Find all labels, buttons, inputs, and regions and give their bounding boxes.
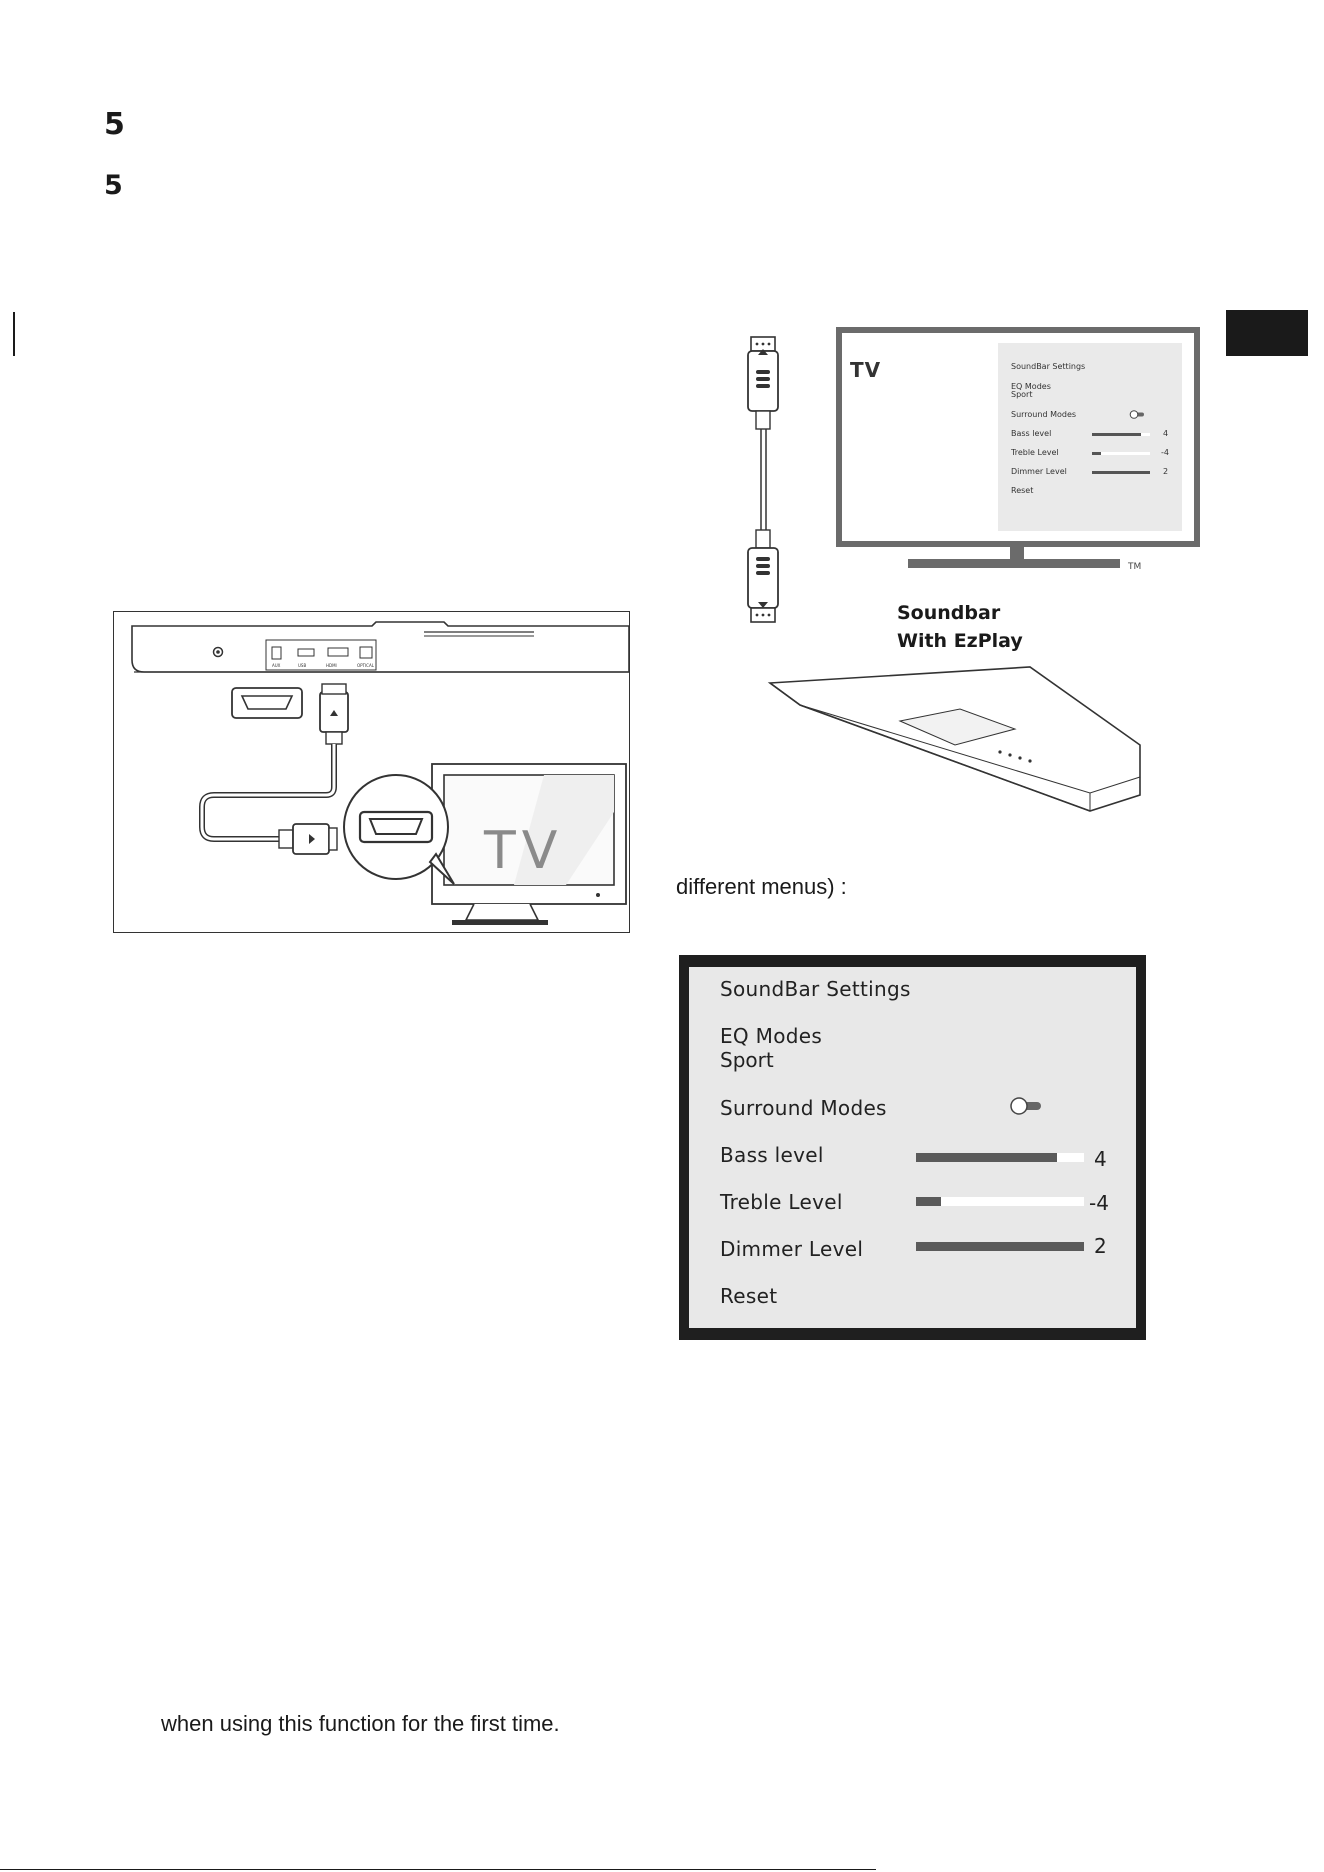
- bass-level-fill: [916, 1153, 1057, 1162]
- hdmi-connection-illustration: [114, 612, 629, 932]
- soundbar-label-line1: Soundbar: [897, 602, 1001, 624]
- ezplay-tv-figure: [740, 325, 1210, 845]
- first-time-caption: when using this function for the first time.: [161, 1711, 560, 1736]
- mini-menu-bass-label: Bass level: [1011, 429, 1052, 438]
- mini-treble-value: -4: [1161, 448, 1169, 457]
- svg-text:OPTICAL: OPTICAL: [357, 663, 374, 668]
- bass-level-label[interactable]: Bass level: [720, 1143, 824, 1167]
- reset-label[interactable]: Reset: [720, 1284, 778, 1308]
- chapter-tab-marker: [1226, 310, 1308, 356]
- mini-menu-treble-label: Treble Level: [1011, 448, 1059, 457]
- svg-text:HDMI: HDMI: [326, 663, 337, 668]
- margin-rule: [13, 312, 15, 356]
- mini-treble-bar: [1092, 452, 1150, 455]
- treble-level-bar[interactable]: [916, 1197, 1084, 1206]
- mini-menu-eq-label: EQ Modes: [1011, 382, 1051, 391]
- mini-menu-dimmer-label: Dimmer Level: [1011, 467, 1067, 476]
- treble-level-value: -4: [1089, 1191, 1109, 1215]
- treble-level-label[interactable]: Treble Level: [720, 1190, 843, 1214]
- surround-modes-label[interactable]: Surround Modes: [720, 1096, 887, 1120]
- soundbar-label-line2: With EzPlay: [897, 630, 1023, 652]
- ezplay-illustration: [740, 325, 1210, 845]
- mini-dimmer-bar: [1092, 471, 1150, 474]
- dimmer-level-label[interactable]: Dimmer Level: [720, 1237, 864, 1261]
- mini-surround-toggle-icon: [1129, 410, 1145, 419]
- mini-dimmer-value: 2: [1163, 467, 1169, 476]
- subsection-number-heading: 5: [104, 170, 123, 201]
- settings-menu-title: SoundBar Settings: [720, 977, 911, 1001]
- eq-modes-label[interactable]: EQ Modes: [720, 1024, 823, 1048]
- bass-level-bar[interactable]: [916, 1153, 1084, 1162]
- hdmi-connection-figure: [113, 611, 630, 933]
- settings-menu-panel: [689, 967, 1136, 1328]
- trademark-mark: TM: [1128, 562, 1142, 572]
- tv-label-text-right: TV: [850, 358, 882, 382]
- dimmer-level-fill: [916, 1242, 1084, 1251]
- surround-toggle-icon[interactable]: [1009, 1097, 1043, 1115]
- svg-text:USB: USB: [298, 663, 307, 668]
- footer-rule: [0, 1869, 876, 1870]
- tv-label-text: TV: [484, 821, 564, 881]
- soundbar-settings-menu: [679, 955, 1146, 1340]
- svg-text:AUX: AUX: [272, 663, 281, 668]
- mini-menu-eq-value: Sport: [1011, 390, 1033, 399]
- mini-menu-reset-label: Reset: [1011, 486, 1034, 495]
- treble-level-fill: [916, 1197, 941, 1206]
- eq-modes-value: Sport: [720, 1048, 774, 1072]
- mini-menu-surround-label: Surround Modes: [1011, 410, 1077, 419]
- dimmer-level-value: 2: [1094, 1234, 1107, 1258]
- section-number-heading: 5: [104, 107, 125, 142]
- bass-level-value: 4: [1094, 1147, 1107, 1171]
- mini-menu-title: SoundBar Settings: [1011, 362, 1086, 371]
- mini-bass-value: 4: [1163, 429, 1169, 438]
- menu-intro-caption: different menus) :: [676, 874, 847, 899]
- soundbar-ezplay-label: [897, 599, 1023, 655]
- dimmer-level-bar[interactable]: [916, 1242, 1084, 1251]
- mini-bass-bar: [1092, 433, 1150, 436]
